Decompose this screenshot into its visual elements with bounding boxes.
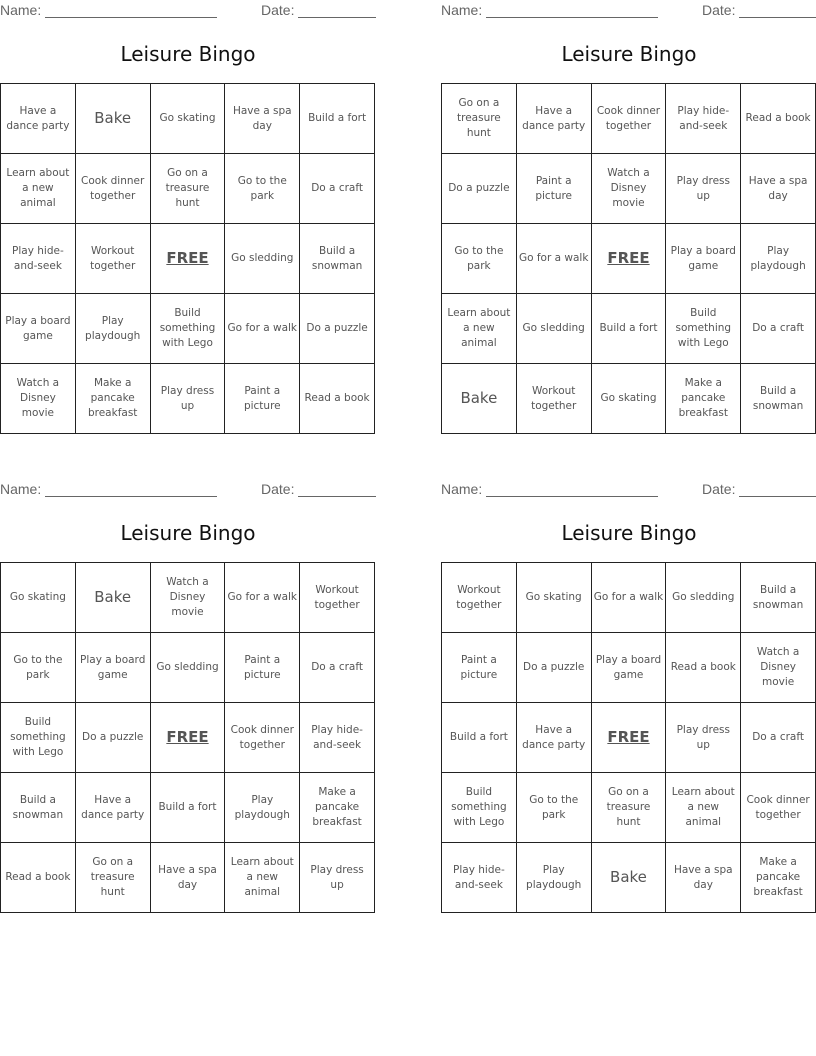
- bingo-card: [0, 0, 376, 450]
- free-space-cell[interactable]: FREE: [151, 703, 226, 773]
- bingo-cell[interactable]: Watch a Disney movie: [1, 364, 76, 434]
- bingo-cell[interactable]: Workout together: [442, 563, 517, 633]
- bingo-cell[interactable]: Build a fort: [151, 773, 226, 843]
- bingo-cell[interactable]: Do a craft: [300, 154, 375, 224]
- bingo-cell[interactable]: Play dress up: [300, 843, 375, 913]
- bingo-cell[interactable]: Bake: [442, 364, 517, 434]
- bingo-cell[interactable]: Learn about a new animal: [225, 843, 300, 913]
- bingo-cell[interactable]: Make a pancake breakfast: [300, 773, 375, 843]
- name-line[interactable]: [45, 17, 217, 18]
- date-line[interactable]: [298, 496, 376, 497]
- bingo-cell[interactable]: Paint a picture: [225, 364, 300, 434]
- bingo-cell[interactable]: Bake: [76, 563, 151, 633]
- bingo-cell[interactable]: Play hide-and-seek: [300, 703, 375, 773]
- card-title: Leisure Bingo: [120, 521, 256, 545]
- bingo-cell[interactable]: Read a book: [1, 843, 76, 913]
- date-label: Date:: [261, 2, 295, 18]
- bingo-cell[interactable]: Watch a Disney movie: [151, 563, 226, 633]
- bingo-cell[interactable]: Build a snowman: [741, 563, 816, 633]
- bingo-cell[interactable]: Workout together: [76, 224, 151, 294]
- bingo-cell[interactable]: Build a fort: [592, 294, 667, 364]
- date-line[interactable]: [739, 496, 816, 497]
- bingo-cell[interactable]: Have a spa day: [741, 154, 816, 224]
- card-title: Leisure Bingo: [561, 42, 697, 66]
- bingo-card: [0, 479, 376, 929]
- bingo-cell[interactable]: Build something with Lego: [442, 773, 517, 843]
- bingo-cell[interactable]: Build something with Lego: [151, 294, 226, 364]
- name-line[interactable]: [486, 17, 658, 18]
- bingo-cell[interactable]: Play a board game: [666, 224, 741, 294]
- bingo-card: [441, 479, 816, 929]
- name-date-row: [0, 481, 376, 499]
- bingo-cell[interactable]: Go on a treasure hunt: [442, 84, 517, 154]
- free-space-cell[interactable]: FREE: [151, 224, 226, 294]
- bingo-cell[interactable]: Go for a walk: [225, 563, 300, 633]
- bingo-cell[interactable]: Play dress up: [151, 364, 226, 434]
- name-date-row: [0, 2, 376, 20]
- bingo-cell[interactable]: Play hide-and-seek: [666, 84, 741, 154]
- bingo-cell[interactable]: Go sledding: [517, 294, 592, 364]
- bingo-cell[interactable]: Go skating: [592, 364, 667, 434]
- name-line[interactable]: [486, 496, 658, 497]
- bingo-grid: [0, 83, 375, 434]
- bingo-cell[interactable]: Do a puzzle: [76, 703, 151, 773]
- bingo-grid: [441, 562, 816, 913]
- bingo-cell[interactable]: Learn about a new animal: [666, 773, 741, 843]
- bingo-cell[interactable]: Paint a picture: [517, 154, 592, 224]
- bingo-cell[interactable]: Build something with Lego: [666, 294, 741, 364]
- bingo-cell[interactable]: Build a fort: [300, 84, 375, 154]
- bingo-cell[interactable]: Learn about a new animal: [442, 294, 517, 364]
- bingo-cell[interactable]: Play playdough: [76, 294, 151, 364]
- bingo-cell[interactable]: Bake: [76, 84, 151, 154]
- bingo-cell[interactable]: Play a board game: [592, 633, 667, 703]
- bingo-cell[interactable]: Build a snowman: [300, 224, 375, 294]
- name-label: Name:: [441, 481, 483, 497]
- bingo-cell[interactable]: Play a board game: [1, 294, 76, 364]
- bingo-cell[interactable]: Have a spa day: [151, 843, 226, 913]
- bingo-cell[interactable]: Go for a walk: [517, 224, 592, 294]
- bingo-cell[interactable]: Go sledding: [225, 224, 300, 294]
- bingo-grid: [441, 83, 816, 434]
- bingo-cell[interactable]: Go to the park: [1, 633, 76, 703]
- bingo-cell[interactable]: Go for a walk: [225, 294, 300, 364]
- bingo-cell[interactable]: Play dress up: [666, 703, 741, 773]
- date-line[interactable]: [298, 17, 376, 18]
- bingo-cell[interactable]: Do a puzzle: [517, 633, 592, 703]
- bingo-cell[interactable]: Play dress up: [666, 154, 741, 224]
- bingo-cell[interactable]: Build something with Lego: [1, 703, 76, 773]
- bingo-cell[interactable]: Cook dinner together: [741, 773, 816, 843]
- bingo-cell[interactable]: Workout together: [300, 563, 375, 633]
- bingo-cell[interactable]: Watch a Disney movie: [741, 633, 816, 703]
- bingo-cell[interactable]: Build a snowman: [741, 364, 816, 434]
- bingo-cell[interactable]: Read a book: [666, 633, 741, 703]
- name-date-row: [441, 481, 816, 499]
- bingo-cell[interactable]: Have a dance party: [1, 84, 76, 154]
- bingo-cell[interactable]: Go for a walk: [592, 563, 667, 633]
- bingo-cell[interactable]: Bake: [592, 843, 667, 913]
- bingo-cell[interactable]: Go on a treasure hunt: [592, 773, 667, 843]
- name-line[interactable]: [45, 496, 217, 497]
- bingo-cell[interactable]: Do a craft: [741, 703, 816, 773]
- card-title: Leisure Bingo: [561, 521, 697, 545]
- bingo-cell[interactable]: Workout together: [517, 364, 592, 434]
- date-label: Date:: [702, 481, 736, 497]
- bingo-cell[interactable]: Play hide-and-seek: [442, 843, 517, 913]
- bingo-cell[interactable]: Play hide-and-seek: [1, 224, 76, 294]
- free-space-cell[interactable]: FREE: [592, 224, 667, 294]
- bingo-cell[interactable]: Cook dinner together: [76, 154, 151, 224]
- bingo-cell[interactable]: Read a book: [300, 364, 375, 434]
- name-label: Name:: [0, 2, 42, 18]
- bingo-cell[interactable]: Play playdough: [517, 843, 592, 913]
- bingo-cell[interactable]: Go to the park: [517, 773, 592, 843]
- bingo-cell[interactable]: Play playdough: [741, 224, 816, 294]
- bingo-grid: [0, 562, 375, 913]
- bingo-cell[interactable]: Do a puzzle: [300, 294, 375, 364]
- bingo-cell[interactable]: Go skating: [151, 84, 226, 154]
- bingo-cell[interactable]: Make a pancake breakfast: [76, 364, 151, 434]
- bingo-cell[interactable]: Go on a treasure hunt: [151, 154, 226, 224]
- free-space-cell[interactable]: FREE: [592, 703, 667, 773]
- name-label: Name:: [0, 481, 42, 497]
- bingo-cell[interactable]: Go sledding: [151, 633, 226, 703]
- bingo-cell[interactable]: Paint a picture: [225, 633, 300, 703]
- bingo-cell[interactable]: Play playdough: [225, 773, 300, 843]
- bingo-cell[interactable]: Paint a picture: [442, 633, 517, 703]
- date-line[interactable]: [739, 17, 816, 18]
- bingo-cell[interactable]: Go to the park: [442, 224, 517, 294]
- bingo-cell[interactable]: Build a snowman: [1, 773, 76, 843]
- bingo-cell[interactable]: Watch a Disney movie: [592, 154, 667, 224]
- bingo-cell[interactable]: Have a dance party: [517, 703, 592, 773]
- bingo-cell[interactable]: Cook dinner together: [592, 84, 667, 154]
- bingo-cell[interactable]: Do a puzzle: [442, 154, 517, 224]
- bingo-cell[interactable]: Go skating: [517, 563, 592, 633]
- bingo-cell[interactable]: Read a book: [741, 84, 816, 154]
- bingo-cell[interactable]: Make a pancake breakfast: [741, 843, 816, 913]
- bingo-cell[interactable]: Do a craft: [300, 633, 375, 703]
- bingo-cell[interactable]: Play a board game: [76, 633, 151, 703]
- bingo-cell[interactable]: Make a pancake breakfast: [666, 364, 741, 434]
- bingo-cell[interactable]: Cook dinner together: [225, 703, 300, 773]
- bingo-cell[interactable]: Have a dance party: [517, 84, 592, 154]
- bingo-cell[interactable]: Have a spa day: [225, 84, 300, 154]
- bingo-cell[interactable]: Go skating: [1, 563, 76, 633]
- bingo-cell[interactable]: Build a fort: [442, 703, 517, 773]
- card-title: Leisure Bingo: [120, 42, 256, 66]
- bingo-cell[interactable]: Have a spa day: [666, 843, 741, 913]
- bingo-cell[interactable]: Go on a treasure hunt: [76, 843, 151, 913]
- bingo-cell[interactable]: Have a dance party: [76, 773, 151, 843]
- bingo-cell[interactable]: Learn about a new animal: [1, 154, 76, 224]
- bingo-cell[interactable]: Go sledding: [666, 563, 741, 633]
- bingo-card: [441, 0, 816, 450]
- name-label: Name:: [441, 2, 483, 18]
- date-label: Date:: [702, 2, 736, 18]
- date-label: Date:: [261, 481, 295, 497]
- name-date-row: [441, 2, 816, 20]
- bingo-cell[interactable]: Do a craft: [741, 294, 816, 364]
- bingo-cell[interactable]: Go to the park: [225, 154, 300, 224]
